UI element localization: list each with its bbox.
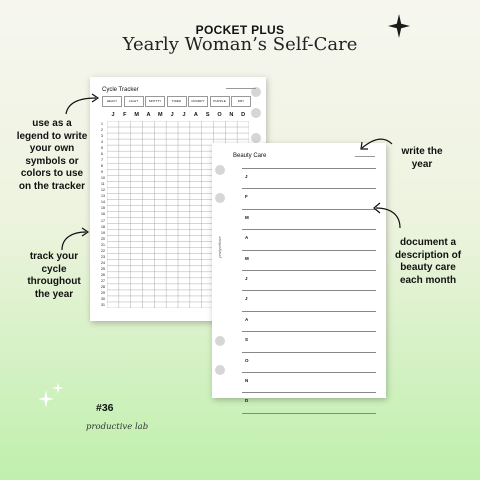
note-year: write the year <box>401 146 443 170</box>
legend-box: PURPLE <box>210 96 230 107</box>
beauty-month-label: F <box>245 194 248 200</box>
beauty-month-label: J <box>245 276 248 281</box>
year-line <box>226 88 256 89</box>
binder-hole <box>251 133 261 143</box>
beauty-rule-line <box>242 372 376 373</box>
side-text: yearlyselfcare <box>218 236 222 258</box>
beauty-care-title: Beauty Care <box>233 153 267 159</box>
day-number: 30 <box>101 296 105 301</box>
month-header: A <box>146 112 151 118</box>
binder-hole <box>215 193 225 203</box>
binder-hole <box>215 336 225 346</box>
month-header: A <box>193 112 198 118</box>
beauty-month-label: N <box>245 378 249 383</box>
day-number: 1 <box>101 122 103 126</box>
product-number: #36 <box>96 402 114 414</box>
beauty-month-label: A <box>245 235 249 241</box>
beauty-rule-line <box>242 250 376 251</box>
beauty-month-label: O <box>245 357 249 363</box>
month-header: J <box>182 112 186 118</box>
beauty-month-label: D <box>245 398 249 404</box>
beauty-rule-line <box>242 413 376 414</box>
day-number: 27 <box>101 278 105 283</box>
day-number: 3 <box>101 134 103 139</box>
day-number: 10 <box>101 176 105 181</box>
sparkle-icon-large <box>38 390 54 408</box>
binder-hole <box>251 108 261 118</box>
day-number: 12 <box>101 188 105 193</box>
beauty-rule-line <box>242 311 376 312</box>
beauty-month-label: J <box>245 174 248 179</box>
subtitle: POCKET PLUS <box>195 23 285 37</box>
note-track: track your cycle throughout the year <box>27 251 81 300</box>
day-number: 4 <box>101 140 103 145</box>
beauty-rule-line <box>242 270 376 271</box>
month-header: O <box>217 112 222 118</box>
day-number: 15 <box>101 206 105 211</box>
month-header: M <box>158 112 163 118</box>
binder-hole <box>215 165 225 175</box>
legend-box: HEAVY <box>102 96 122 107</box>
beauty-month-label: A <box>245 316 249 322</box>
beauty-rule-line <box>242 229 376 230</box>
day-number: 8 <box>101 164 103 169</box>
arrow-icon <box>356 132 396 154</box>
page-title: Yearly Woman’s Self-Care <box>122 34 358 55</box>
beauty-rule-line <box>242 168 376 169</box>
day-number: 26 <box>101 272 105 277</box>
day-number: 25 <box>101 266 105 271</box>
day-number: 24 <box>101 260 105 265</box>
day-number: 19 <box>101 230 105 235</box>
beauty-rule-line <box>242 209 376 210</box>
legend-box: LIGHT <box>124 96 144 107</box>
day-number: 28 <box>101 284 105 289</box>
day-number: 6 <box>101 152 103 157</box>
day-number: 22 <box>101 248 105 253</box>
day-number: 7 <box>101 158 103 163</box>
sparkle-icon <box>388 14 410 38</box>
day-number: 21 <box>101 242 105 247</box>
beauty-rule-line <box>242 392 376 393</box>
day-number: 23 <box>101 254 105 259</box>
month-header: S <box>205 112 210 118</box>
beauty-rule-line <box>242 188 376 189</box>
brand-logo: productive lab <box>86 422 149 432</box>
day-number: 17 <box>101 218 105 223</box>
beauty-rule-line <box>242 331 376 332</box>
note-document: document a description of beauty care each month <box>394 237 462 286</box>
day-number: 20 <box>101 236 105 241</box>
day-number: 14 <box>101 200 105 205</box>
month-header: J <box>170 112 174 118</box>
beauty-rule-line <box>242 290 376 291</box>
note-legend: use as a legend to write your own symbols or colors to use on the tracker <box>16 118 88 192</box>
month-header: M <box>134 112 139 118</box>
arrow-icon <box>62 92 102 118</box>
month-header: D <box>241 112 246 118</box>
legend-box: DRY <box>231 96 251 107</box>
day-number: 29 <box>101 290 105 295</box>
legend-box: CRAMPY <box>188 96 208 107</box>
beauty-month-label: M <box>245 255 249 261</box>
month-header: F <box>123 112 127 118</box>
day-number: 5 <box>101 146 103 151</box>
month-header: N <box>229 112 234 118</box>
beauty-month-label: J <box>245 296 248 302</box>
day-number: 18 <box>101 224 105 229</box>
arrow-icon <box>366 198 404 232</box>
day-number: 2 <box>101 128 103 133</box>
cycle-tracker-title: Cycle Tracker <box>102 87 139 93</box>
beauty-month-label: S <box>245 337 249 343</box>
day-number: 9 <box>101 170 103 175</box>
legend-box: TIRED <box>167 96 187 107</box>
beauty-month-label: M <box>245 214 249 220</box>
day-number: 31 <box>101 302 105 307</box>
legend-box: SPOTTY <box>145 96 165 107</box>
year-line <box>355 156 375 157</box>
day-number: 13 <box>101 194 105 199</box>
month-header: J <box>111 112 115 118</box>
day-number: 16 <box>101 212 105 217</box>
day-number: 11 <box>101 182 105 187</box>
beauty-care-page <box>212 143 386 404</box>
binder-hole <box>215 365 225 375</box>
arrow-icon <box>56 226 92 254</box>
beauty-rule-line <box>242 352 376 353</box>
